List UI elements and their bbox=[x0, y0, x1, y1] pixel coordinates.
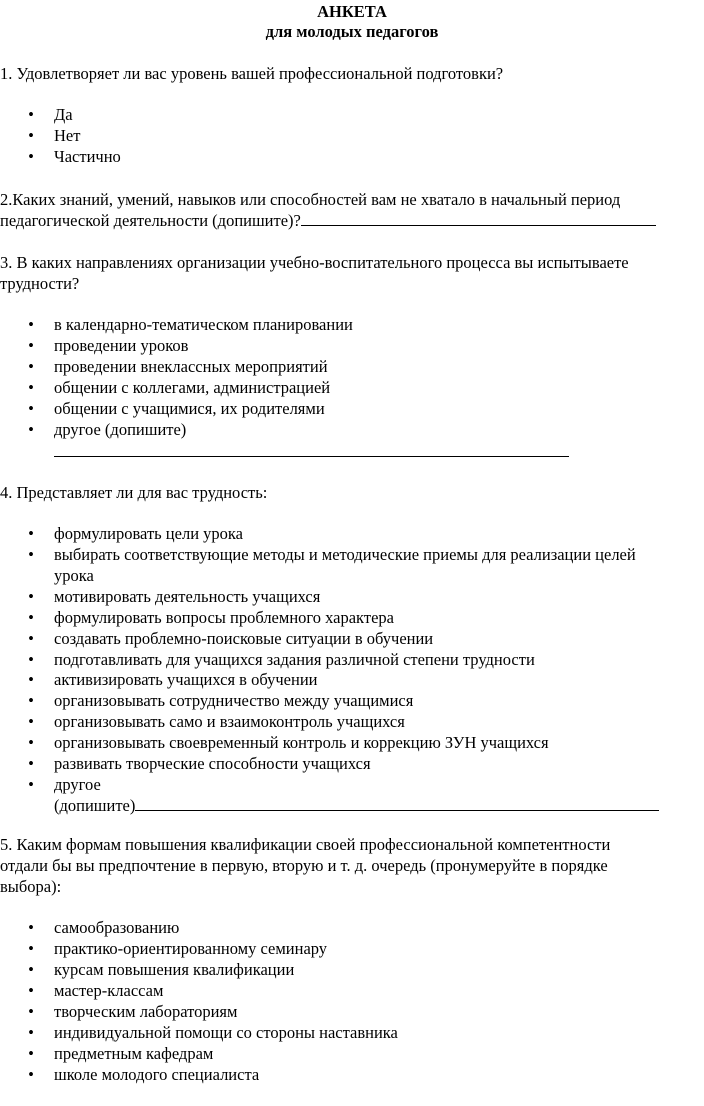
bullet-icon: • bbox=[28, 981, 34, 1000]
question-4-text: 4. Представляет ли для вас трудность: bbox=[0, 483, 268, 502]
document-title: АНКЕТА bbox=[317, 2, 387, 21]
q5-option: практико-ориентированному семинару bbox=[54, 939, 328, 958]
bullet-icon: • bbox=[28, 399, 34, 418]
bullet-icon: • bbox=[28, 378, 34, 397]
q3-option: проведении внеклассных мероприятий bbox=[54, 357, 328, 376]
q5-option: школе молодого специалиста bbox=[54, 1065, 260, 1084]
q4-option-other-line bbox=[54, 795, 659, 816]
bullet-icon: • bbox=[28, 1002, 34, 1021]
bullet-icon: • bbox=[28, 357, 34, 376]
bullet-icon: • bbox=[28, 126, 34, 145]
q4-option: подготавливать для учащихся задания различной степени трудности bbox=[54, 650, 535, 669]
q4-option: активизировать учащихся в обучении bbox=[54, 670, 318, 689]
q4-option: формулировать цели урока bbox=[54, 524, 243, 543]
bullet-icon: • bbox=[28, 1044, 34, 1063]
q4-option: создавать проблемно-поисковые ситуации в обучении bbox=[54, 629, 434, 648]
q4-option: организовывать сотрудничество между учащимися bbox=[54, 691, 414, 710]
bullet-icon: • bbox=[28, 545, 34, 564]
q5-option: индивидуальной помощи со стороны наставника bbox=[54, 1023, 398, 1042]
bullet-icon: • bbox=[28, 918, 34, 937]
q3-option: в календарно-тематическом планировании bbox=[54, 315, 353, 334]
q2-answer-blank[interactable] bbox=[301, 210, 656, 226]
bullet-icon: • bbox=[28, 775, 34, 794]
bullet-icon: • bbox=[28, 608, 34, 627]
q4-answer-blank[interactable] bbox=[135, 795, 659, 811]
q1-option-no: Нет bbox=[54, 126, 81, 145]
question-5-text-line-1: 5. Каким формам повышения квалификации своей профессиональной компетентности bbox=[0, 835, 611, 854]
q4-option: выбирать соответствующие методы и методические приемы для реализации целей bbox=[54, 545, 636, 564]
q5-option: курсам повышения квалификации bbox=[54, 960, 295, 979]
q1-option-partly: Частично bbox=[54, 147, 121, 166]
q1-option-yes: Да bbox=[54, 105, 73, 124]
q5-option: предметным кафедрам bbox=[54, 1044, 214, 1063]
q4-option: организовывать само и взаимоконтроль учащихся bbox=[54, 712, 405, 731]
q5-option: творческим лабораториям bbox=[54, 1002, 238, 1021]
bullet-icon: • bbox=[28, 670, 34, 689]
bullet-icon: • bbox=[28, 105, 34, 124]
q4-option: организовывать своевременный контроль и коррекцию ЗУН учащихся bbox=[54, 733, 549, 752]
bullet-icon: • bbox=[28, 960, 34, 979]
bullet-icon: • bbox=[28, 147, 34, 166]
q5-option: самообразованию bbox=[54, 918, 180, 937]
question-5-text-line-2: отдали бы вы предпочтение в первую, вторую и т. д. очередь (пронумеруйте в порядке bbox=[0, 856, 608, 875]
bullet-icon: • bbox=[28, 420, 34, 439]
bullet-icon: • bbox=[28, 1023, 34, 1042]
q3-option: общении с коллегами, администрацией bbox=[54, 378, 331, 397]
bullet-icon: • bbox=[28, 733, 34, 752]
q4-option: мотивировать деятельность учащихся bbox=[54, 587, 321, 606]
q3-answer-blank[interactable] bbox=[54, 456, 569, 457]
question-1-text: 1. Удовлетворяет ли вас уровень вашей профессиональной подготовки? bbox=[0, 64, 504, 83]
bullet-icon: • bbox=[28, 524, 34, 543]
q3-option: общении с учащимися, их родителями bbox=[54, 399, 325, 418]
bullet-icon: • bbox=[28, 315, 34, 334]
question-3-text-line-1: 3. В каких направлениях организации учебно-воспитательного процесса вы испытываете bbox=[0, 253, 629, 272]
document-subtitle: для молодых педагогов bbox=[265, 22, 439, 41]
bullet-icon: • bbox=[28, 691, 34, 710]
question-3-text-line-2: трудности? bbox=[0, 274, 80, 293]
question-2-prompt: педагогической деятельности (допишите)? bbox=[0, 211, 301, 230]
q3-option: проведении уроков bbox=[54, 336, 189, 355]
question-2-text-line-2 bbox=[0, 210, 656, 231]
q4-option-continuation: урока bbox=[54, 566, 94, 585]
q5-option: мастер-классам bbox=[54, 981, 164, 1000]
bullet-icon: • bbox=[28, 336, 34, 355]
q4-write-in-label: (допишите) bbox=[54, 796, 136, 815]
q4-option-other: другое bbox=[54, 775, 101, 794]
q3-option-other: другое (допишите) bbox=[54, 420, 187, 439]
bullet-icon: • bbox=[28, 1065, 34, 1084]
bullet-icon: • bbox=[28, 650, 34, 669]
q4-option: формулировать вопросы проблемного характера bbox=[54, 608, 394, 627]
question-5-text-line-3: выбора): bbox=[0, 877, 62, 896]
bullet-icon: • bbox=[28, 712, 34, 731]
bullet-icon: • bbox=[28, 587, 34, 606]
bullet-icon: • bbox=[28, 629, 34, 648]
bullet-icon: • bbox=[28, 939, 34, 958]
q4-option: развивать творческие способности учащихся bbox=[54, 754, 371, 773]
question-2-text-line-1: 2.Каких знаний, умений, навыков или способностей вам не хватало в начальный период bbox=[0, 190, 621, 209]
bullet-icon: • bbox=[28, 754, 34, 773]
